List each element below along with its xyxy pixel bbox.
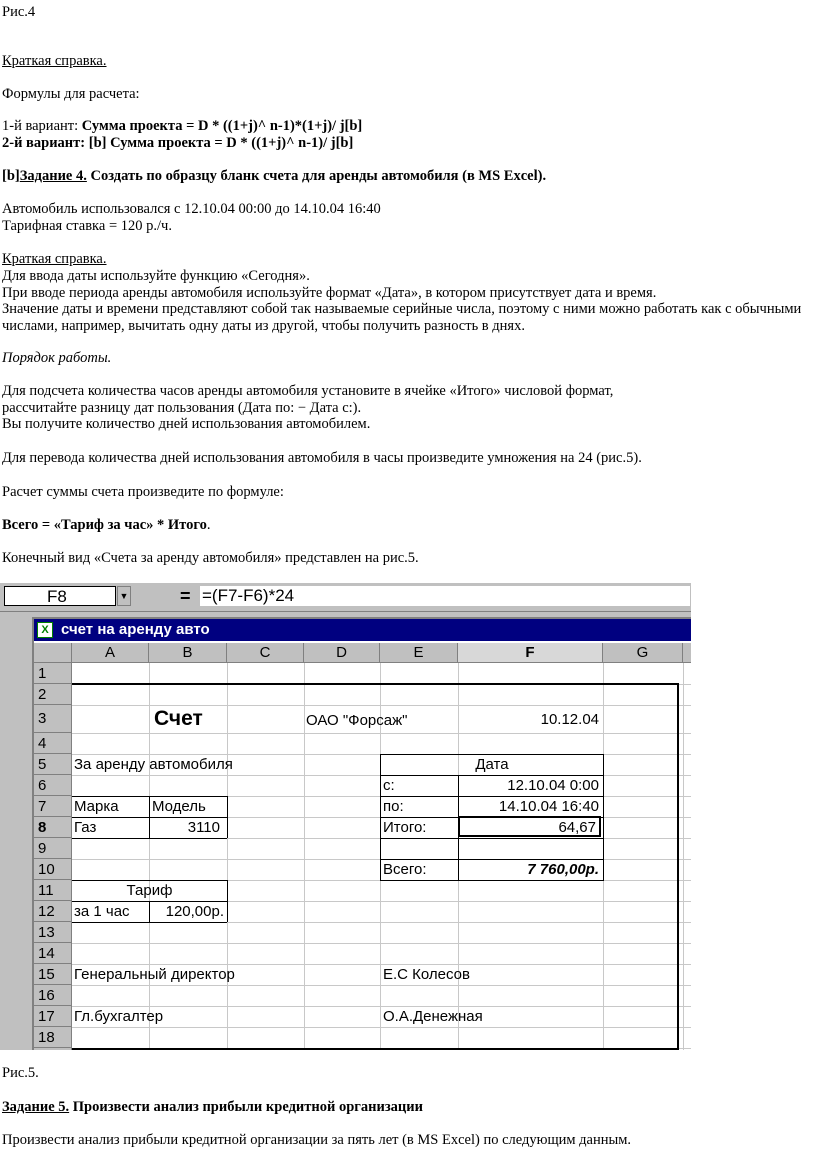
row-header-19[interactable] xyxy=(34,1048,72,1050)
task-5-heading xyxy=(2,1099,423,1116)
row-header-1[interactable]: 1 xyxy=(34,663,72,684)
invoice-border-bottom xyxy=(72,1048,679,1050)
gridline xyxy=(72,943,691,944)
formula-equals-icon: = xyxy=(180,586,191,606)
row-header-10[interactable]: 10 xyxy=(34,859,72,880)
workbook-window xyxy=(32,617,691,1050)
row-header-14[interactable]: 14 xyxy=(34,943,72,964)
excel-workbook-icon: X xyxy=(37,622,53,638)
variant-2: 2-й вариант: [b] Сумма проекта = D * ((1+j)^ n-1)/ j[b] xyxy=(2,135,354,151)
cell-f6[interactable]: 12.10.04 0:00 xyxy=(507,777,599,794)
tariff-rate: Тарифная ставка = 120 р./ч. xyxy=(2,218,172,234)
cell-e8[interactable]: Итого: xyxy=(383,819,427,836)
help-line-1: Для ввода даты используйте функцию «Сегодня». xyxy=(2,268,310,284)
column-header-e[interactable]: E xyxy=(380,643,458,663)
cell-f10-total[interactable]: 7 760,00р. xyxy=(527,861,599,878)
cell-a5[interactable]: За аренду автомобиля xyxy=(74,756,233,773)
spreadsheet-grid[interactable] xyxy=(34,643,691,1050)
workbook-title: счет на аренду авто xyxy=(61,621,210,638)
task-4-label: Задание 4. xyxy=(19,168,87,184)
task-4-text: Создать по образцу бланк счета для аренды автомобиля (в MS Excel). xyxy=(86,168,547,184)
row-header-17[interactable]: 17 xyxy=(34,1006,72,1027)
row-header-15[interactable]: 15 xyxy=(34,964,72,985)
cell-a17[interactable]: Гл.бухгалтер xyxy=(74,1008,164,1025)
total-formula xyxy=(2,517,210,534)
gridline xyxy=(683,663,684,1050)
row-header-11[interactable]: 11 xyxy=(34,880,72,901)
car-used-period: Автомобиль использовался с 12.10.04 00:00 до 14.10.04 16:40 xyxy=(2,201,381,217)
final-view-text: Конечный вид «Счета за аренду автомобиля» представлен на рис.5. xyxy=(2,550,419,566)
help-title-2: Краткая справка. xyxy=(2,251,107,267)
gridline xyxy=(72,985,691,986)
cell-e5-date-header[interactable]: Дата xyxy=(475,756,509,773)
row-header-7[interactable]: 7 xyxy=(34,796,72,817)
name-box[interactable]: F8 xyxy=(4,586,116,606)
task-4-prefix: [b] xyxy=(2,168,20,184)
invoice-border-right xyxy=(677,683,679,1050)
row-header-9[interactable]: 9 xyxy=(34,838,72,859)
task-5-description: Произвести анализ прибыли кредитной организации за пять лет (в MS Excel) по следующим данным. xyxy=(2,1132,632,1148)
select-all-corner[interactable] xyxy=(34,643,72,663)
cell-f3-date[interactable]: 10.12.04 xyxy=(540,711,599,728)
cell-d3-company[interactable]: ОАО "Форсаж" xyxy=(306,712,408,729)
procedure-line-4: Для перевода количества дней использования автомобиля в часы произведите умножения на 24 (рис.5). xyxy=(2,450,642,466)
excel-screenshot xyxy=(0,583,691,1050)
help-line-2: При вводе периода аренды автомобиля используйте формат «Дата», в котором присутствует дата и время. xyxy=(2,285,657,301)
tariff-table-border xyxy=(227,880,228,922)
column-header-c[interactable]: C xyxy=(227,643,304,663)
formula-input[interactable]: =(F7-F6)*24 xyxy=(200,586,690,606)
task-5-label: Задание 5. xyxy=(2,1099,70,1115)
total-formula-text: Всего = «Тариф за час» * Итого xyxy=(2,517,207,533)
name-box-dropdown-icon[interactable]: ▼ xyxy=(117,586,131,606)
cell-a8[interactable]: Газ xyxy=(74,819,97,836)
cell-e7[interactable]: по: xyxy=(383,798,404,815)
help-title: Краткая справка. xyxy=(2,53,107,69)
cell-e17[interactable]: О.А.Денежная xyxy=(383,1008,483,1025)
date-table-border xyxy=(380,880,604,881)
procedure-line-1: Для подсчета количества часов аренды автомобиля установите в ячейке «Итого» числовой формат, xyxy=(2,383,614,399)
column-header-h[interactable] xyxy=(683,643,691,663)
formulas-intro: Формулы для расчета: xyxy=(2,86,140,102)
row-header-4[interactable]: 4 xyxy=(34,733,72,754)
gridline xyxy=(304,663,305,1050)
gridline xyxy=(227,663,228,1050)
cell-a11-tariff-header[interactable]: Тариф xyxy=(126,882,173,899)
formula-bar xyxy=(0,583,691,612)
column-header-f[interactable]: F xyxy=(458,643,603,663)
cell-f7[interactable]: 14.10.04 16:40 xyxy=(498,798,599,815)
cell-e10[interactable]: Всего: xyxy=(383,861,427,878)
cell-a12[interactable]: за 1 час xyxy=(74,903,130,920)
row-header-6[interactable]: 6 xyxy=(34,775,72,796)
cell-b7[interactable]: Модель xyxy=(152,798,206,815)
task-5-text: Произвести анализ прибыли кредитной организации xyxy=(69,1099,423,1115)
cell-a15[interactable]: Генеральный директор xyxy=(74,966,235,983)
cell-e6[interactable]: с: xyxy=(383,777,395,794)
column-header-b[interactable]: B xyxy=(149,643,227,663)
date-table-border xyxy=(603,754,604,880)
row-header-8[interactable]: 8 xyxy=(34,817,72,838)
column-header-d[interactable]: D xyxy=(304,643,380,663)
column-header-a[interactable]: A xyxy=(72,643,149,663)
cell-b12[interactable]: 120,00р. xyxy=(165,903,224,920)
cell-f8-selected[interactable]: 64,67 xyxy=(458,816,601,837)
row-header-13[interactable]: 13 xyxy=(34,922,72,943)
row-header-5[interactable]: 5 xyxy=(34,754,72,775)
tariff-table-border xyxy=(149,901,150,922)
row-header-3[interactable]: 3 xyxy=(34,705,72,733)
variant-1-formula: Сумма проекта = D * ((1+j)^ n-1)*(1+j)/ j[b] xyxy=(81,118,363,134)
variant-1-label: 1-й вариант: xyxy=(2,118,82,134)
column-header-g[interactable]: G xyxy=(603,643,683,663)
figure-5-caption: Рис.5. xyxy=(2,1065,39,1081)
procedure-line-5: Расчет суммы счета произведите по формуле: xyxy=(2,484,284,500)
date-table-border xyxy=(380,838,604,839)
gridline xyxy=(149,663,150,1050)
model-table-border xyxy=(72,838,227,839)
model-table-border xyxy=(227,796,228,838)
cell-b3-title[interactable]: Счет xyxy=(154,707,203,730)
procedure-line-2: рассчитайте разницу дат пользования (Дата по: − Дата с:). xyxy=(2,400,362,416)
row-header-12[interactable]: 12 xyxy=(34,901,72,922)
row-header-16[interactable]: 16 xyxy=(34,985,72,1006)
variant-1 xyxy=(2,118,362,135)
help-line-3: Значение даты и времени представляют собой так называемые серийные числа, поэтому с ними можно работать как с обычными числами, например, вычитать одну даты из другой, чтобы получить разность в днях. xyxy=(2,301,802,334)
figure-4-caption: Рис.4 xyxy=(2,4,36,20)
task-4-heading xyxy=(2,168,546,185)
procedure-title: Порядок работы. xyxy=(2,350,112,366)
gridline xyxy=(72,1027,691,1028)
row-header-18[interactable]: 18 xyxy=(34,1027,72,1048)
invoice-border-top xyxy=(72,683,679,685)
gridline xyxy=(72,733,691,734)
procedure-line-3: Вы получите количество дней использования автомобилем. xyxy=(2,416,371,432)
workbook-titlebar[interactable] xyxy=(34,619,691,641)
cell-a7[interactable]: Марка xyxy=(74,798,119,815)
model-table-border xyxy=(149,796,150,838)
tariff-table-border xyxy=(72,922,227,923)
gridline xyxy=(72,1006,691,1007)
row-header-2[interactable]: 2 xyxy=(34,684,72,705)
cell-b8[interactable]: 3110 xyxy=(187,819,220,836)
total-formula-end: . xyxy=(206,517,211,533)
cell-e15[interactable]: Е.С Колесов xyxy=(383,966,470,983)
